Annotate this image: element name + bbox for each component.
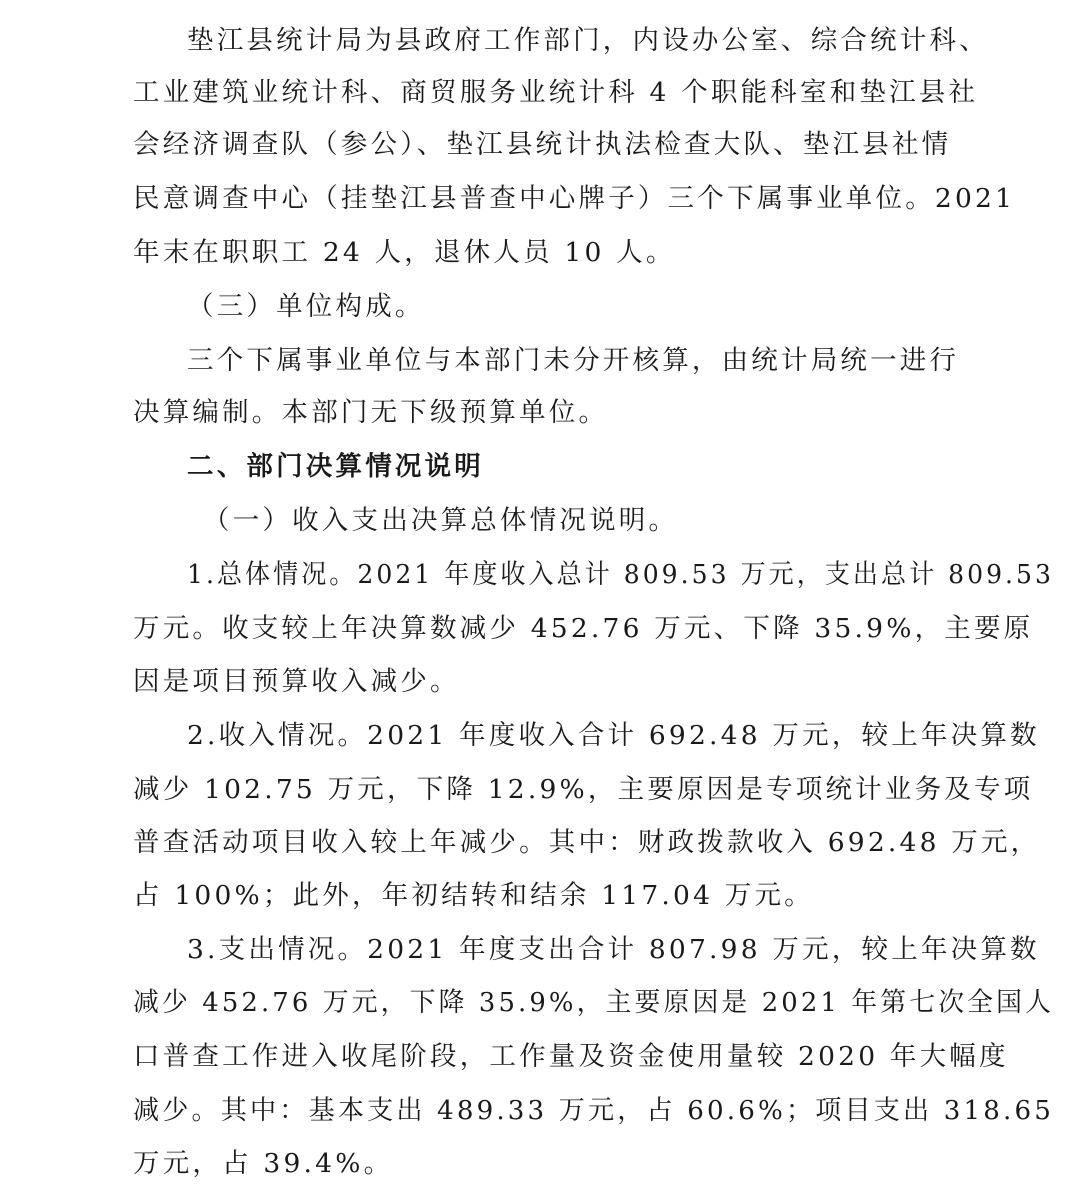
paragraph-line <box>0 869 1074 923</box>
line-text: 年末在职职工 24 人，退休人员 10 人。 <box>133 237 676 268</box>
paragraph-line <box>0 548 1074 602</box>
paragraph-line <box>0 655 1074 709</box>
paragraph-line <box>0 1084 1074 1138</box>
line-text: 普查活动项目收入较上年减少。其中：财政拨款收入 692.48 万元， <box>133 827 1041 858</box>
line-text: 3.支出情况。2021 年度支出合计 807.98 万元，较上年决算数 <box>187 934 1040 965</box>
paragraph-line <box>0 226 1074 280</box>
line-text: 万元，占 39.4%。 <box>133 1148 394 1179</box>
section-heading-text: （三）单位构成。 <box>187 291 425 322</box>
section-heading <box>0 280 1074 334</box>
section-heading-text: （一）收入支出决算总体情况说明。 <box>203 505 679 536</box>
paragraph-line <box>0 1030 1074 1084</box>
line-text: 减少 102.75 万元，下降 12.9%，主要原因是专项统计业务及专项 <box>133 774 1034 805</box>
paragraph-line <box>0 816 1074 870</box>
paragraph-line <box>0 763 1074 817</box>
line-text: 民意调查中心（挂垫江县普查中心牌子）三个下属事业单位。2021 <box>133 183 1016 214</box>
chapter-heading <box>0 440 1074 494</box>
paragraph-line <box>0 14 1074 68</box>
line-text: 因是项目预算收入减少。 <box>133 666 460 697</box>
paragraph-line <box>0 1137 1074 1191</box>
line-text: 减少。其中：基本支出 489.33 万元，占 60.6%；项目支出 318.65 <box>133 1095 1054 1126</box>
paragraph-line <box>0 709 1074 763</box>
paragraph-line <box>0 976 1074 1030</box>
section-heading <box>0 494 1074 548</box>
paragraph-line <box>0 66 1074 120</box>
line-text: 口普查工作进入收尾阶段，工作量及资金使用量较 2020 年大幅度 <box>133 1041 1009 1072</box>
line-text: 决算编制。本部门无下级预算单位。 <box>133 397 609 428</box>
paragraph-line <box>0 172 1074 226</box>
line-text: 垫江县统计局为县政府工作部门，内设办公室、综合统计科、 <box>187 25 989 56</box>
paragraph-line <box>0 386 1074 440</box>
line-text: 减少 452.76 万元，下降 35.9%，主要原因是 2021 年第七次全国人 <box>133 987 1055 1018</box>
paragraph-line <box>0 334 1074 388</box>
line-text: 三个下属事业单位与本部门未分开核算，由统计局统一进行 <box>187 345 960 376</box>
line-text: 万元。收支较上年决算数减少 452.76 万元、下降 35.9%，主要原 <box>133 613 1034 644</box>
paragraph-line <box>0 923 1074 977</box>
paragraph-line <box>0 118 1074 172</box>
line-text: 占 100%；此外，年初结转和结余 117.04 万元。 <box>133 880 814 911</box>
line-text: 1.总体情况。2021 年度收入总计 809.53 万元，支出总计 809.53 <box>187 559 1054 590</box>
line-text: 会经济调查队（参公）、垫江县统计执法检查大队、垫江县社情 <box>133 129 952 160</box>
line-text: 2.收入情况。2021 年度收入合计 692.48 万元，较上年决算数 <box>187 720 1040 751</box>
chapter-heading-text: 二、部门决算情况说明 <box>187 451 484 482</box>
paragraph-line <box>0 602 1074 656</box>
line-text: 工业建筑业统计科、商贸服务业统计科 4 个职能科室和垫江县社 <box>133 77 979 108</box>
